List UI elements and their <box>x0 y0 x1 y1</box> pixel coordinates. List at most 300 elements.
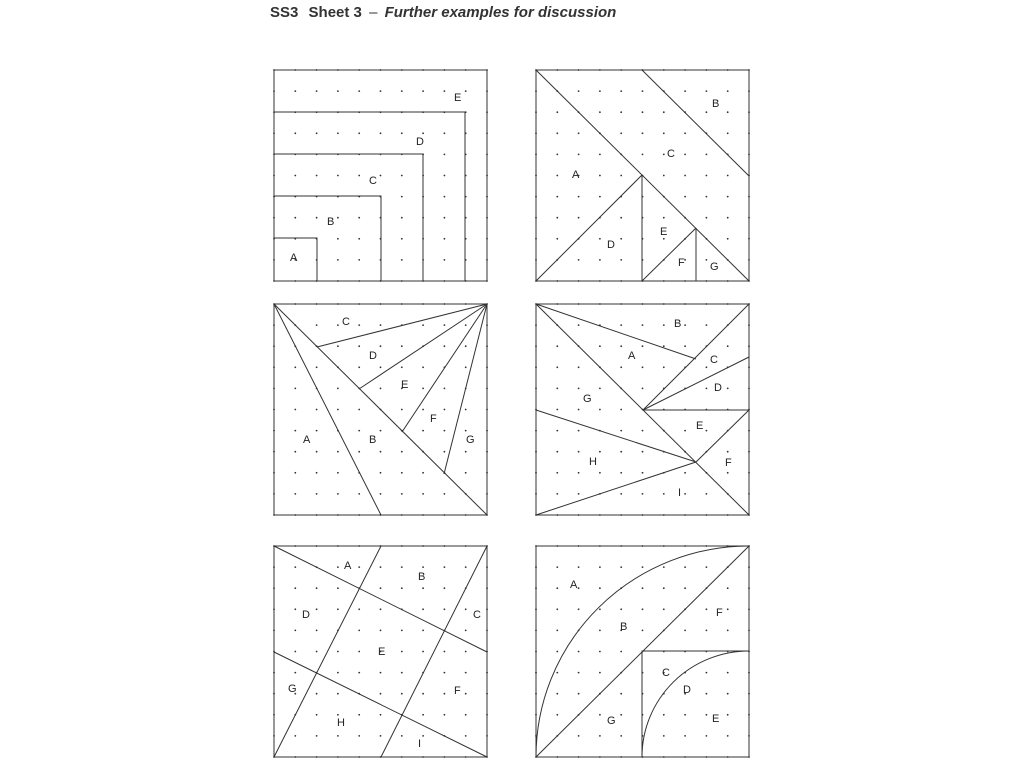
grid-dot <box>556 388 558 390</box>
grid-dot <box>599 566 601 568</box>
grid-dot <box>599 714 601 716</box>
grid-dot <box>380 472 382 474</box>
grid-dot <box>380 735 382 737</box>
grid-dot <box>316 493 318 495</box>
grid-dot <box>556 693 558 695</box>
grid-dot <box>444 493 446 495</box>
grid-dot <box>422 493 424 495</box>
region-label: C <box>342 316 350 328</box>
grid-dot <box>599 472 601 474</box>
grid-dot <box>316 472 318 474</box>
grid-dot <box>663 493 665 495</box>
grid-dot <box>465 472 467 474</box>
grid-dot <box>684 154 686 156</box>
grid-dot <box>401 366 403 368</box>
grid-dot <box>337 175 339 177</box>
grid-dot <box>401 217 403 219</box>
grid-dot <box>578 90 580 92</box>
grid-dot <box>727 345 729 347</box>
grid-dot <box>663 175 665 177</box>
grid-dot <box>684 324 686 326</box>
grid-dot <box>578 651 580 653</box>
grid-dot <box>706 735 708 737</box>
grid-dot <box>444 388 446 390</box>
grid-dot <box>578 451 580 453</box>
grid-dot <box>578 735 580 737</box>
line-f <box>642 228 696 281</box>
grid-dot <box>358 90 360 92</box>
grid-dot <box>663 132 665 134</box>
grid-dot <box>380 714 382 716</box>
grid-dot <box>337 238 339 240</box>
grid-dot <box>422 566 424 568</box>
grid-dot <box>358 345 360 347</box>
grid-dot <box>380 630 382 632</box>
grid-dot <box>316 175 318 177</box>
region-label: I <box>678 487 682 499</box>
figure-2-svg <box>536 70 750 282</box>
line-bottom <box>274 652 487 757</box>
grid-dot <box>294 132 296 134</box>
grid-dot <box>337 587 339 589</box>
grid-dot <box>727 714 729 716</box>
region-label: F <box>678 257 685 269</box>
grid-dot <box>727 196 729 198</box>
grid-dot <box>294 587 296 589</box>
grid-dot <box>358 651 360 653</box>
grid-dot <box>727 735 729 737</box>
grid-dot <box>599 451 601 453</box>
inner-square <box>642 651 749 757</box>
grid-dot <box>684 472 686 474</box>
grid-dot <box>663 566 665 568</box>
grid-dot <box>294 608 296 610</box>
grid-dot <box>380 388 382 390</box>
grid-dot <box>642 345 644 347</box>
grid-dot <box>337 735 339 737</box>
grid-dot <box>663 324 665 326</box>
grid-dot <box>465 735 467 737</box>
grid-dot <box>444 196 446 198</box>
figure-cross-lines <box>274 546 488 758</box>
region-label: D <box>714 382 722 394</box>
grid-dot <box>706 259 708 261</box>
grid-dot <box>401 493 403 495</box>
grid-dot <box>444 409 446 411</box>
grid-dot <box>294 175 296 177</box>
grid-dot <box>444 566 446 568</box>
grid-dot <box>294 430 296 432</box>
grid-dot <box>706 672 708 674</box>
grid-dot <box>556 587 558 589</box>
grid-dot <box>358 735 360 737</box>
grid-dot <box>706 714 708 716</box>
line-e-f <box>696 410 749 462</box>
grid-dot <box>642 472 644 474</box>
grid-dot <box>706 217 708 219</box>
line-e-f <box>402 304 487 432</box>
grid-dot <box>620 493 622 495</box>
figure-nested-squares <box>274 70 488 282</box>
grid-dot <box>556 430 558 432</box>
region-label: I <box>418 738 422 750</box>
grid-dot <box>556 196 558 198</box>
grid-dot <box>599 672 601 674</box>
grid-dot <box>422 430 424 432</box>
grid-dot <box>380 90 382 92</box>
grid-dot <box>599 587 601 589</box>
grid-dot <box>556 175 558 177</box>
grid-dot <box>706 493 708 495</box>
grid-dot <box>663 154 665 156</box>
region-label: F <box>454 685 461 697</box>
grid-dot <box>727 630 729 632</box>
grid-dot <box>599 111 601 113</box>
grid-dot <box>444 90 446 92</box>
grid-dot <box>401 587 403 589</box>
sheet-number: Sheet 3 <box>308 4 362 21</box>
grid-dot <box>358 451 360 453</box>
grid-dot <box>727 608 729 610</box>
grid-dot <box>578 608 580 610</box>
grid-dot <box>556 366 558 368</box>
figure-4-svg <box>536 304 750 516</box>
grid-dot <box>444 430 446 432</box>
grid-dot <box>444 651 446 653</box>
grid-dot <box>642 111 644 113</box>
grid-dot <box>380 566 382 568</box>
grid-dot <box>706 366 708 368</box>
grid-dot <box>620 714 622 716</box>
region-label: G <box>607 715 616 727</box>
grid-dot <box>401 90 403 92</box>
grid-dot <box>337 714 339 716</box>
grid-dot <box>401 630 403 632</box>
grid-dot <box>578 672 580 674</box>
grid-dot <box>706 154 708 156</box>
grid-dot <box>401 259 403 261</box>
grid-dot <box>465 651 467 653</box>
grid-dot <box>684 587 686 589</box>
grid-dot <box>578 259 580 261</box>
grid-dot <box>337 217 339 219</box>
grid-dot <box>444 714 446 716</box>
grid-dot <box>422 366 424 368</box>
region-label: C <box>369 175 377 187</box>
grid-dot <box>556 154 558 156</box>
grid-dot <box>465 451 467 453</box>
region-label: D <box>683 684 691 696</box>
grid-dot <box>684 196 686 198</box>
grid-dot <box>556 132 558 134</box>
grid-dot <box>337 693 339 695</box>
grid-dot <box>620 472 622 474</box>
grid-dot <box>358 366 360 368</box>
grid-dot <box>316 409 318 411</box>
grid-dot <box>337 493 339 495</box>
grid-dot <box>727 672 729 674</box>
grid-dot <box>727 132 729 134</box>
grid-dot <box>337 566 339 568</box>
grid-dot <box>642 132 644 134</box>
figure-1-svg <box>274 70 488 282</box>
region-label: G <box>710 261 719 273</box>
grid-dot <box>642 324 644 326</box>
grid-dot <box>620 409 622 411</box>
grid-dot <box>401 672 403 674</box>
grid-dot <box>642 630 644 632</box>
title-dash: – <box>369 4 378 21</box>
grid-dot <box>642 388 644 390</box>
grid-dot <box>401 735 403 737</box>
grid-dot <box>556 345 558 347</box>
grid-dot <box>620 238 622 240</box>
grid-dot <box>599 175 601 177</box>
grid-dot <box>444 693 446 695</box>
line-d <box>643 357 749 410</box>
grid-dot <box>578 409 580 411</box>
grid-dot <box>556 651 558 653</box>
region-label: B <box>369 434 377 446</box>
grid-dot <box>422 693 424 695</box>
grid-dot <box>599 630 601 632</box>
grid-dot <box>358 714 360 716</box>
grid-dot <box>444 451 446 453</box>
grid-dot <box>422 472 424 474</box>
grid-dot <box>663 111 665 113</box>
grid-dot <box>599 238 601 240</box>
grid-dot <box>294 651 296 653</box>
line-d <box>536 175 642 281</box>
region-label: B <box>674 318 682 330</box>
grid-dot <box>599 345 601 347</box>
grid-dot <box>556 409 558 411</box>
grid-dot <box>444 345 446 347</box>
grid-dot <box>620 345 622 347</box>
grid-dot <box>620 90 622 92</box>
grid-dot <box>578 693 580 695</box>
grid-dot <box>578 587 580 589</box>
grid-dot <box>358 132 360 134</box>
grid-dot <box>422 409 424 411</box>
grid-dot <box>316 451 318 453</box>
grid-dot <box>358 238 360 240</box>
grid-dot <box>380 672 382 674</box>
grid-dot <box>337 388 339 390</box>
grid-dot <box>337 651 339 653</box>
line-b-c <box>274 304 487 515</box>
grid-dot <box>294 472 296 474</box>
grid-dot <box>358 259 360 261</box>
region-label: B <box>327 216 335 228</box>
grid-dot <box>337 409 339 411</box>
grid-dot <box>620 132 622 134</box>
grid-dot <box>706 430 708 432</box>
grid-dot <box>316 132 318 134</box>
grid-dot <box>316 735 318 737</box>
grid-dot <box>684 430 686 432</box>
grid-dot <box>294 630 296 632</box>
grid-dot <box>642 90 644 92</box>
grid-dot <box>444 587 446 589</box>
grid-dot <box>556 217 558 219</box>
region-label: D <box>369 350 377 362</box>
grid-dot <box>380 608 382 610</box>
grid-dot <box>401 693 403 695</box>
region-label: E <box>660 226 668 238</box>
grid-dot <box>337 324 339 326</box>
grid-dot <box>684 90 686 92</box>
grid-dot <box>727 90 729 92</box>
grid-dot <box>444 672 446 674</box>
grid-dot <box>465 693 467 695</box>
grid-dot <box>706 90 708 92</box>
grid-dot <box>401 409 403 411</box>
figure-6-svg <box>536 546 750 758</box>
grid-dot <box>465 608 467 610</box>
grid-dot <box>578 472 580 474</box>
grid-dot <box>465 430 467 432</box>
grid-dot <box>684 132 686 134</box>
grid-dot <box>465 714 467 716</box>
grid-dot <box>620 217 622 219</box>
line-right <box>381 546 487 757</box>
grid-dot <box>620 608 622 610</box>
figure-3-svg <box>274 304 488 516</box>
grid-dot <box>401 132 403 134</box>
grid-dot <box>663 345 665 347</box>
grid-dot <box>358 630 360 632</box>
grid-dot <box>578 217 580 219</box>
grid-dot <box>422 90 424 92</box>
grid-dot <box>422 132 424 134</box>
grid-dot <box>294 735 296 737</box>
grid-dot <box>422 324 424 326</box>
region-label: D <box>607 239 615 251</box>
grid-dot <box>706 630 708 632</box>
grid-dot <box>706 196 708 198</box>
grid-dot <box>599 90 601 92</box>
region-label: F <box>716 607 723 619</box>
grid-dot <box>599 608 601 610</box>
region-label: H <box>589 456 597 468</box>
grid-dot <box>727 587 729 589</box>
grid-dot <box>578 430 580 432</box>
grid-dot <box>706 566 708 568</box>
grid-dot <box>337 90 339 92</box>
grid-dot <box>316 608 318 610</box>
grid-dot <box>294 388 296 390</box>
grid-dot <box>578 366 580 368</box>
grid-dot <box>663 238 665 240</box>
grid-dot <box>556 630 558 632</box>
grid-dot <box>401 345 403 347</box>
grid-dot <box>620 324 622 326</box>
grid-dot <box>380 493 382 495</box>
grid-dot <box>337 672 339 674</box>
grid-dot <box>422 714 424 716</box>
figure-arcs <box>536 546 750 758</box>
grid-dot <box>578 566 580 568</box>
grid-dot <box>599 409 601 411</box>
figure-star-dissection <box>536 304 750 516</box>
region-label: C <box>710 354 718 366</box>
line-g-h <box>536 410 696 462</box>
grid-dot <box>556 608 558 610</box>
grid-dot <box>706 388 708 390</box>
grid-dot <box>337 132 339 134</box>
grid-dot <box>401 651 403 653</box>
grid-dot <box>599 154 601 156</box>
region-label: A <box>628 350 636 362</box>
grid-dot <box>401 472 403 474</box>
grid-dot <box>599 735 601 737</box>
grid-dot <box>620 566 622 568</box>
grid-dot <box>294 566 296 568</box>
grid-dot <box>684 735 686 737</box>
grid-dot <box>337 345 339 347</box>
region-label: A <box>572 169 580 181</box>
region-label: D <box>416 136 424 148</box>
grid-dot <box>684 714 686 716</box>
grid-dot <box>727 472 729 474</box>
grid-dot <box>578 493 580 495</box>
grid-dot <box>465 630 467 632</box>
grid-dot <box>620 430 622 432</box>
grid-dot <box>358 409 360 411</box>
line-d-e <box>359 304 487 389</box>
grid-dot <box>556 493 558 495</box>
figure-fan-from-corner <box>274 304 488 516</box>
grid-dot <box>422 388 424 390</box>
grid-dot <box>465 366 467 368</box>
region-label: C <box>662 667 670 679</box>
region-label: F <box>725 457 732 469</box>
upper-diagonal <box>642 70 749 176</box>
grid-dot <box>358 324 360 326</box>
grid-dot <box>380 587 382 589</box>
grid-dot <box>663 217 665 219</box>
grid-dot <box>294 366 296 368</box>
grid-dot <box>316 366 318 368</box>
grid-dot <box>642 430 644 432</box>
grid-dot <box>316 324 318 326</box>
grid-dot <box>620 651 622 653</box>
region-label: F <box>430 413 437 425</box>
grid-dot <box>422 735 424 737</box>
grid-dot <box>358 566 360 568</box>
grid-dot <box>642 366 644 368</box>
region-label: H <box>337 717 345 729</box>
grid-dot <box>422 651 424 653</box>
page-title <box>270 4 616 21</box>
grid-dot <box>663 608 665 610</box>
grid-dot <box>316 630 318 632</box>
grid-dot <box>599 196 601 198</box>
grid-dot <box>358 493 360 495</box>
grid-dot <box>663 587 665 589</box>
grid-dot <box>642 587 644 589</box>
grid-dot <box>663 714 665 716</box>
region-label: B <box>418 571 426 583</box>
grid-dot <box>684 566 686 568</box>
grid-dot <box>556 566 558 568</box>
grid-dot <box>337 259 339 261</box>
grid-dot <box>684 345 686 347</box>
grid-dot <box>642 154 644 156</box>
grid-dot <box>620 111 622 113</box>
line-f-g <box>444 304 487 474</box>
